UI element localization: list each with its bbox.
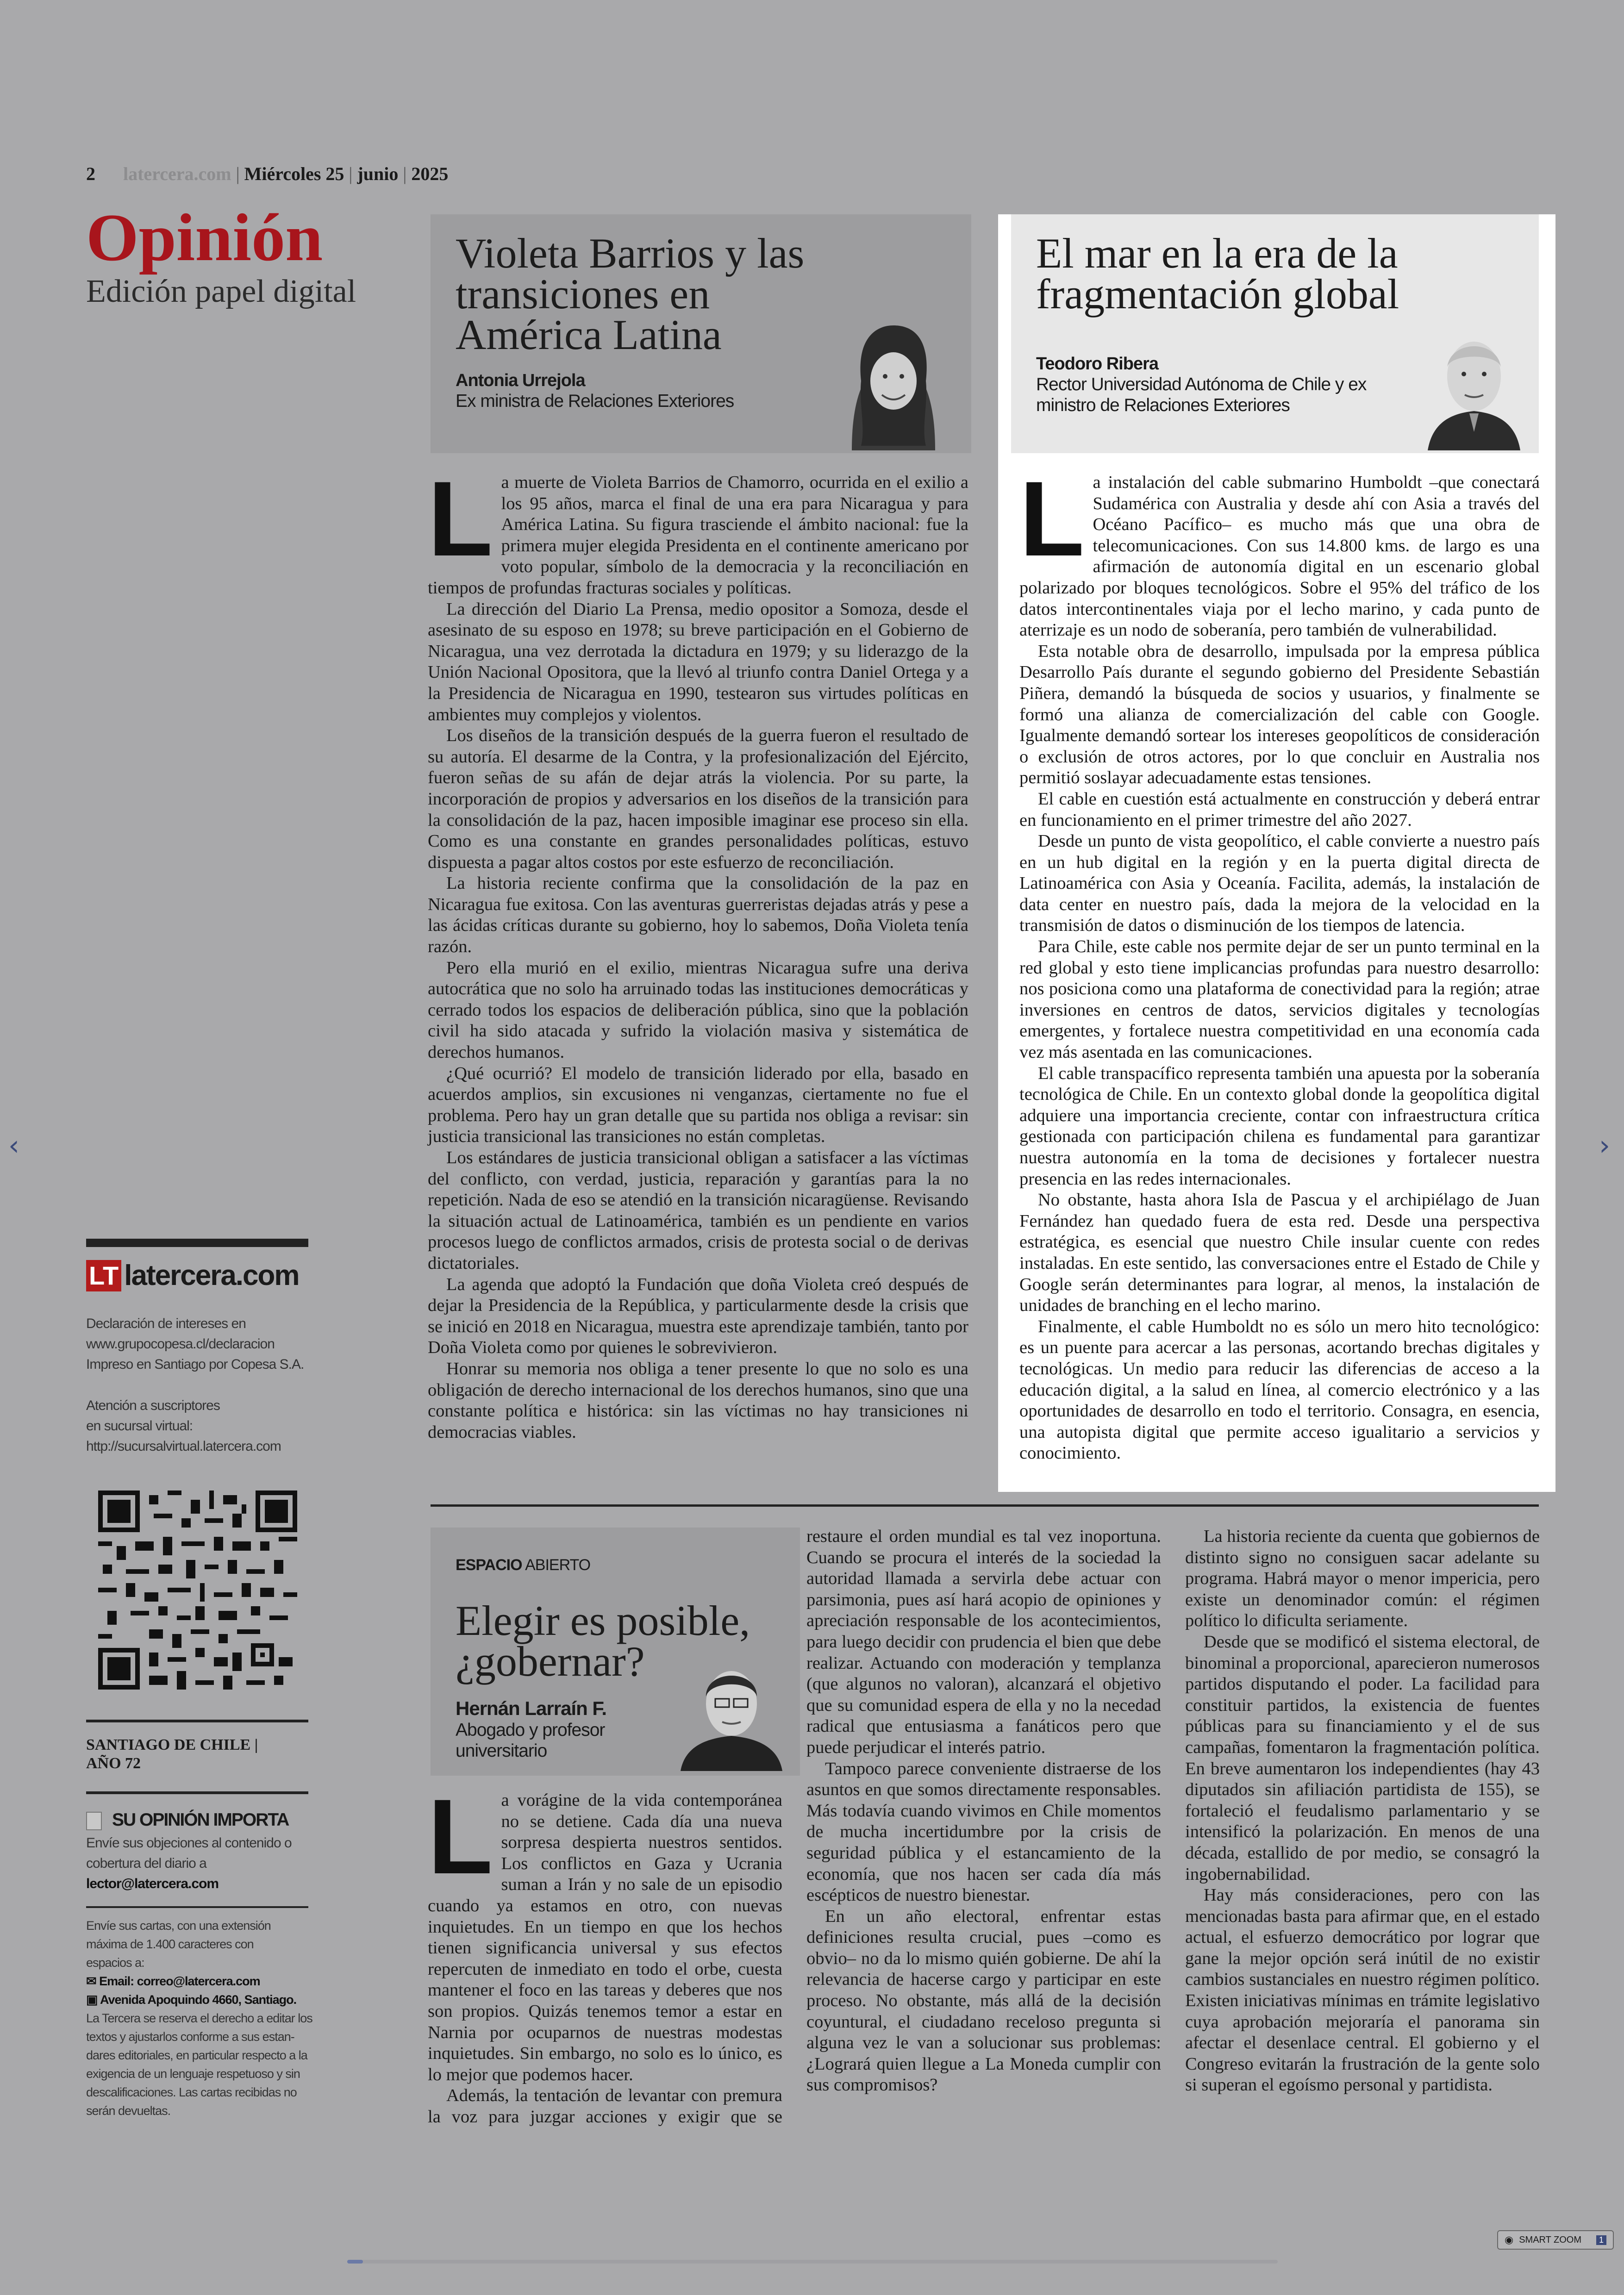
envelope-icon: ▣ [86, 1993, 100, 2007]
article1-title: Violeta Barrios y las transiciones en América Latina [456, 230, 805, 358]
article3-paragraph: Desde que se modificó el sistema electoral, de binominal a proporcional, aparecieron numerosos partidos disputando el poder. La facilidad para constituir partidos, la existencia de fuentes públicas para su financiamiento y el de sus campañas, fomentaron la fragmentación política. En breve aumentaron los independientes (hay 43 diputados sin afiliación partidista de 155), se fortaleció el feudalismo parlamentario y se intensificó la polarización. En menos de una década, estallido de por medio, se consagró la ingobernabilidad. [1185, 1632, 1540, 1884]
article1-paragraph: Pero ella murió en el exilio, mientras Nicaragua sufre una deriva autocrática que no solo ha arruinado todas las instituciones democráticas y cerrado todos los espacios de deliberación pública, sino que la población civil ha sido atacada y sufrido la violación masiva y sistemática de derechos humanos. [428, 958, 968, 1062]
article2-paragraph: El cable transpacífico representa también una apuesta por la soberanía tecnológica de Chile. En un contexto global donde la geopolítica digital adquiere una importancia creciente, contar con infraestructura crítica gestionada con participación chilena es fundamental para garantizar nuestra autonomía en la toma de decisiones y fortalecer nuestra presencia en las redes internacionales. [1019, 1063, 1540, 1189]
sidebar-logo [86, 1259, 299, 1292]
article2-author-photo [1418, 321, 1530, 450]
article3-paragraph: a vorágine de la vida contemporánea no se detiene. Cada día una nueva sorpresa despierta nuestros sentidos. Los conflictos en Gaza y Ucrania suman a Irán y no sale de un episodio cuando ya estamos en otro, con nuevas inquietudes. En un tiempo en que los hechos tienen significancia universal y sus efectos repercuten de inmediato en todo el orbe, cuesta mantener el foco en las tareas y deberes que nos son propios. Quizás tenemos temor a estar en Narnia por ocuparnos de nuestras modestas inquietudes. Sin embargo, no solo es lo único, es lo mejor que podemos hacer. [428, 1790, 782, 2084]
email-row[interactable] [86, 1972, 327, 1990]
article1-paragraph: a muerte de Violeta Barrios de Chamorro, ocurrida en el exilio a los 95 años, marca el final de una era para Nicaragua y para América Latina. Su figura trasciende el ámbito nacional: fue la primera mujer elegida Presidenta en el continente americano por voto popular, símbolo de la democracia y la reconciliación en tiempos de profundas fracturas sociales y políticas. [428, 473, 968, 598]
article2-paragraph: El cable en cuestión está actualmente en construcción y deberá entrar en funcionamiento en el primer trimestre del año 2027. [1019, 789, 1540, 830]
disclaimer-text: exigencia de un lenguaje respetuoso y sin [86, 2067, 300, 2081]
scrollbar-thumb[interactable] [347, 2260, 363, 2264]
article3-kicker-bold: ESPACIO [456, 1556, 522, 1574]
letters-text: Envíe sus cartas, con una extensión [86, 1919, 271, 1933]
subscribers-link[interactable]: http://sucursalvirtual.latercera.com [86, 1439, 281, 1454]
letters-text: máxima de 1.400 caracteres con [86, 1937, 254, 1951]
qr-code[interactable] [98, 1491, 297, 1690]
sidebar-rule [86, 1791, 308, 1794]
sidebar-rule [86, 1720, 308, 1722]
article3-paragraph: En un año electoral, enfrentar estas definiciones resulta crucial, pues –como es obvio– no da lo mismo quién gobierne. De ahí la relevancia de hacerse cargo y participar en este proceso. No obstante, más allá de la decisión coyuntural, el ciudadano receloso pregunta si alguna vez le van a solucionar sus problemas: ¿Logrará quien llegue a La Moneda cumplir con sus compromisos? [806, 1906, 1161, 2095]
disclosure-line: Declaración de intereses en [86, 1316, 246, 1331]
letters-box [86, 1916, 327, 2120]
article3-dropcap: L [428, 1777, 493, 1896]
article1-paragraph: Los diseños de la transición después de la guerra fueron el resultado de su autoría. El desarme de la Contra, y la profesionalización del Ejército, fueron señas de su afán de dejar atrás la violencia. Por su parte, la incorporación de propios y adversarios en los diseños de la transición para la consolidación de la paz, hacen imposible imaginar ese proceso sin ella. Como es una constante en grandes personalidades políticas, estuvo dispuesta a pagar altos costos por este esfuerzo de reconciliación. [428, 726, 968, 872]
opinion-text: Envíe sus objeciones al contenido o [86, 1835, 292, 1851]
subscribers-line: Atención a suscriptores [86, 1398, 220, 1413]
disclaimer-text: La Tercera se reserva el derecho a editar los [86, 2011, 312, 2025]
subscribers-line: en sucursal virtual: [86, 1418, 193, 1434]
disclosure-line: Impreso en Santiago por Copesa S.A. [86, 1357, 304, 1372]
article3-kicker-rest: ABIERTO [525, 1556, 591, 1574]
zoom-label: SMART ZOOM [1519, 2234, 1582, 2245]
article1-paragraph: La historia reciente confirma que la consolidación de la paz en Nicaragua fue exitosa. Con las aventuras guerreristas dejadas atrás y pese a las ácidas críticas durante su gobierno, hoy lo sabemos, Doña Violeta tenía razón. [428, 873, 968, 957]
opinion-heading [86, 1810, 327, 1830]
header-site: latercera.com [123, 163, 231, 184]
section-title: Opinión [86, 200, 323, 275]
article1-paragraph: ¿Qué ocurrió? El modelo de transición liderado por ella, basado en acuerdos amplios, sin excusiones ni venganzas, ciertamente no fue el problema. Pero hay un gran detalle que su partida nos obliga a revisar: sin justicia transicional las transiciones no están completas. [428, 1063, 968, 1147]
sidebar-top-rule [86, 1239, 308, 1247]
article1-body [428, 459, 968, 1443]
letters-text: espacios a: [86, 1956, 144, 1970]
article1-dropcap: L [428, 459, 493, 578]
sidebar-subscribers [86, 1396, 327, 1457]
article2-role: Rector Universidad Autónoma de Chile y ex ministro de Relaciones Exteriores [1036, 374, 1367, 415]
document-icon [86, 1812, 102, 1830]
article1-author: Antonia Urrejola [456, 371, 585, 390]
article2-paragraph: No obstante, hasta ahora Isla de Pascua y el archipiélago de Juan Fernández han quedado fuera de esta red. Desde una perspectiva estratégica, es esencial que nuestro Chile insular cuente con redes instaladas. En este sentido, las conversaciones entre el Estado de Chile y Google serán determinantes para lograr, al menos, la instalación de unidades de branching en el lecho marino. [1019, 1190, 1540, 1316]
sidebar-rule [86, 1906, 308, 1908]
section-divider [431, 1504, 1539, 1507]
disclaimer-text: dares editoriales, en particular respecto a la [86, 2048, 307, 2062]
article3-role: Abogado y profesor universitario [456, 1720, 605, 1761]
article2-paragraph: Desde un punto de vista geopolítico, el cable convierte a nuestro país en un hub digital en la región y en la puerta digital directa de Latinoamérica con Asia y Oceanía. Facilita, además, la instalación de data center en nuestro país, dada la mejora de la velocidad en la transmisión de datos o disminución de los tiempos de latencia. [1019, 831, 1540, 935]
article2-paragraph: Finalmente, el cable Humboldt no es sólo un mero hito tecnológico: es un puente para acercar a las personas, acortando brechas digitales y tecnológicas. Un medio para reducir las diferencias de acceso a la educación digital, a la salud en línea, al comercio electrónico y a las oportunidades de desarrollo en todo el territorio. Consagra, en esencia, una autopista digital que permite acceso igualitario a servicios y conocimiento. [1019, 1316, 1540, 1463]
smart-zoom-button[interactable] [1497, 2230, 1614, 2250]
mail-icon: ✉ [86, 1974, 100, 1988]
disclaimer-text: serán devueltas. [86, 2104, 171, 2118]
opinion-box [86, 1810, 327, 1894]
article2-paragraph: Para Chile, este cable nos permite dejar de ser un punto terminal en la red global y esto tiene implicancias profundas para nuestro desarrollo: nos posiciona como una plataforma de conectividad para la región; atrae inversiones en centros de datos, servicios digitales y tecnologías emergentes, y fortalece nuestra competitividad en una economía cada vez más asentada en las comunicaciones. [1019, 937, 1540, 1062]
opinion-title: SU OPINIÓN IMPORTA [112, 1810, 289, 1830]
header-year: 2025 [411, 163, 449, 184]
article1-header [431, 214, 971, 453]
article2-dropcap: L [1019, 459, 1085, 578]
article2-paragraph: a instalación del cable submarino Humboldt –que conectará Sudamérica con Australia y desde ahí con Asia a través del Océano Pacífico– es mucho más que una obra de telecomunicaciones. Con sus 14.800 kms. de largo es una afirmación de autonomía digital en un escenario global polarizado por bloques tecnológicos. Sobre el 95% del tráfico de los datos intercontinentales viaja por el lecho marino, y cada punto de aterrizaje es un nodo de soberanía, pero también de vulnerabilidad. [1019, 473, 1540, 640]
sidebar-city [86, 1736, 258, 1773]
page-header: 2 latercera.com | Miércoles 25 | junio | 2025 [86, 163, 449, 184]
article3-body [428, 1526, 1540, 2146]
header-day: Miércoles 25 [244, 163, 344, 184]
header-month: junio [357, 163, 399, 184]
zoom-page-number: 1 [1596, 2235, 1606, 2245]
article3-paragraph: Hay más consideraciones, pero con las mencionadas basta para afirmar que, en el estado actual, el esfuerzo democrático por lograr que gane la mejor opción será inútil de no existir cambios sustanciales en nuestro régimen político. Existen iniciativas mínimas en trámite legislativo cuya aprobación mejoraría el panorama sin afectar el desenlace central. El gobierno y el Congreso evitarán la frustración de la gente solo si superan el egoísmo personal y partidista. [1185, 1885, 1540, 2095]
article1-paragraph: La dirección del Diario La Prensa, medio opositor a Somoza, desde el asesinato de su esposo en 1978; su breve participación en el Gobierno de Nicaragua, una vez derrotada la dictadura en 1979; y su liderazgo de la Unión Nacional Opositora, que la llevó al triunfo contra Daniel Ortega y a la Presidencia de Nicaragua en 1990, testearon sus virtudes políticas en ambientes muy complejos y violentos. [428, 599, 968, 724]
article1-author-photo [833, 312, 954, 450]
article2-body [1019, 459, 1540, 1464]
disclaimer-text: descalificaciones. Las cartas recibidas no [86, 2085, 297, 2099]
article3-title: Elegir es posible, ¿gobernar? [456, 1597, 750, 1685]
section-subtitle: Edición papel digital [86, 274, 356, 309]
article1-paragraph: La agenda que adoptó la Fundación que doña Violeta creó después de dejar la Presidencia de la República, y particularmente desde la crisis que se inició en 2018 en Nicaragua, muestra este aprendizaje también, tanto por Doña Violeta como por quienes le sobrevivieron. [428, 1274, 968, 1358]
article1-paragraph: Los estándares de justicia transicional obligan a satisfacer a las víctimas del conflicto, con verdad, justicia, reparación y garantías para la no repetición. Nada de eso se atendió en la transición nicaragüense. Revisando la situación actual de Latinoamérica, también es un pendiente en varios procesos luego de conflictos armados, crisis de protesta social o de derivas dictatoriales. [428, 1148, 968, 1273]
sidebar-disclosure [86, 1314, 327, 1375]
article1-paragraph: Honrar su memoria nos obliga a tener presente lo que no solo es una obligación de derecho internacional de los derechos humanos, sino que una constante política e histórica: sin las víctimas no hay transiciones ni democracias viables. [428, 1359, 968, 1442]
city-label: SANTIAGO DE CHILE | [86, 1736, 258, 1753]
article1-role: Ex ministra de Relaciones Exteriores [456, 391, 734, 411]
article3-paragraph: Tampoco parece conveniente distraerse de los asuntos en que somos directamente responsables. Más todavía cuando vivimos en Chile momentos de mucha incertidumbre por la crisis de seguridad pública y el estancamiento de la economía, que nos hacen ser cada día más escépticos de nuestro bienestar. [806, 1759, 1161, 1905]
article3-author: Hernán Larraín F. [456, 1697, 607, 1719]
article2-author: Teodoro Ribera [1036, 354, 1158, 374]
prev-page-button[interactable]: ‹ [8, 1129, 19, 1162]
address-row [86, 1990, 327, 2009]
email-line[interactable]: Email: correo@latercera.com [99, 1974, 260, 1988]
article3-paragraph: La historia reciente da cuenta que gobiernos de distinto signo no consiguen sacar adelante su programa. Habrá mayor o menor impericia, pero existe un denominador común: el régimen político lo dificulta seriamente. [1185, 1527, 1540, 1631]
disclosure-link[interactable]: www.grupocopesa.cl/declaracion [86, 1336, 275, 1352]
logo-name: latercera.com [124, 1260, 299, 1291]
page-number: 2 [86, 163, 95, 184]
opinion-text: cobertura del diario a [86, 1856, 206, 1871]
opinion-email-link[interactable]: lector@latercera.com [86, 1876, 219, 1891]
page-scrollbar[interactable] [347, 2260, 1278, 2264]
article3-header-spacer [428, 1526, 782, 1790]
address-line: Avenida Apoquindo 4660, Santiago. [100, 1993, 297, 2007]
article2-header [1011, 214, 1539, 453]
eye-icon: ◉ [1505, 2234, 1514, 2245]
disclaimer-text: textos y ajustarlos conforme a sus estan- [86, 2030, 294, 2044]
year-label: AÑO 72 [86, 1755, 141, 1772]
lt-logo-icon: LT [86, 1260, 121, 1291]
article2-title: El mar en la era de la fragmentación global [1036, 230, 1399, 318]
article2-paragraph: Esta notable obra de desarrollo, impulsada por la empresa pública Desarrollo País durante el segundo gobierno del Presidente Sebastián Piñera, demandó la búsqueda de socios y usuarios, y finalmente se formó una alianza de comercialización del cable con Google. Igualmente demandó sortear los intereses geopolíticos de consideración o exclusión de otros actores, por lo que concluir en Australia nos permitió soslayar adecuadamente estas tensiones. [1019, 641, 1540, 788]
article3-paragraph: Además, la tentación de levantar con premura la voz para juzgar acciones y exigir que se restaure el orden mundial es tal vez inoportuna. Cuando se procura el interés de la sociedad la autoridad llamada a servirla debe actuar con parsimonia, pues así hará acopio de opiniones y apreciación responsable de los acontecimientos, para luego decidir con prudencia el bien que debe realizar. Actuando con moderación y templanza (que algunos no valoran), alcanzará el objetivo que su comunidad espera de ella y no la necedad radical que entusiasma a fanáticos pero que puede perjudicar el interés patrio. [428, 1527, 1161, 2127]
next-page-button[interactable]: › [1599, 1129, 1610, 1162]
